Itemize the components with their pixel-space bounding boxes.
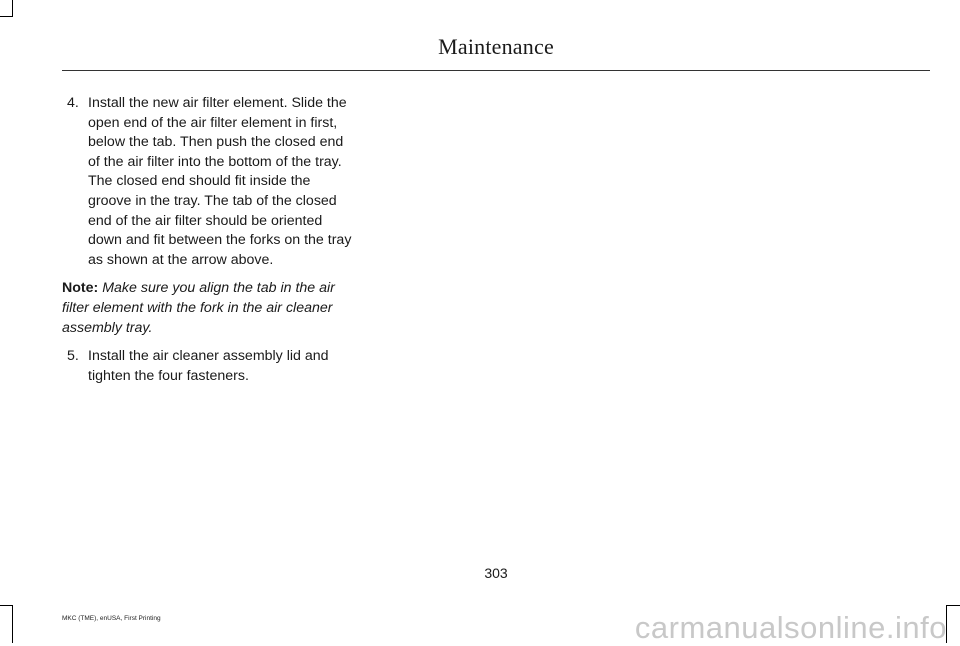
page-number: 303 — [484, 565, 508, 581]
watermark: carmanualsonline.info — [634, 610, 947, 645]
step-number: 4. — [67, 95, 79, 111]
note-label: Note: — [62, 280, 99, 297]
crop-mark-bottom-right-horizontal — [946, 605, 960, 606]
crop-mark-bottom-left-vertical — [12, 605, 13, 643]
note-text: Make sure you align the tab in the air filter element with the fork in the air cleaner assembly tray. — [62, 280, 335, 336]
crop-mark-top-left-horizontal — [0, 16, 13, 17]
step-4 — [62, 94, 352, 270]
note — [62, 279, 352, 338]
step-number: 5. — [67, 348, 79, 365]
crop-mark-bottom-left-horizontal — [0, 605, 13, 606]
step-5 — [62, 347, 352, 386]
edition-footer: MKC (TME), enUSA, First Printing — [62, 615, 161, 622]
crop-mark-top-left-vertical — [12, 0, 13, 16]
text-column — [62, 94, 352, 395]
header-divider — [62, 70, 930, 71]
step-text: Install the air cleaner assembly lid and tighten the four fasteners. — [88, 348, 329, 384]
page-title: Maintenance — [438, 34, 554, 59]
step-text: Install the new air filter element. Slide the open end of the air filter element in first, below the tab. Then push the closed end of the air filter into the bottom of the tray. The closed end should fit inside the groove in the tray. The tab of the closed end of the air filter should be oriented down and fit between the forks on the tray as shown at the arrow above. — [88, 95, 352, 268]
